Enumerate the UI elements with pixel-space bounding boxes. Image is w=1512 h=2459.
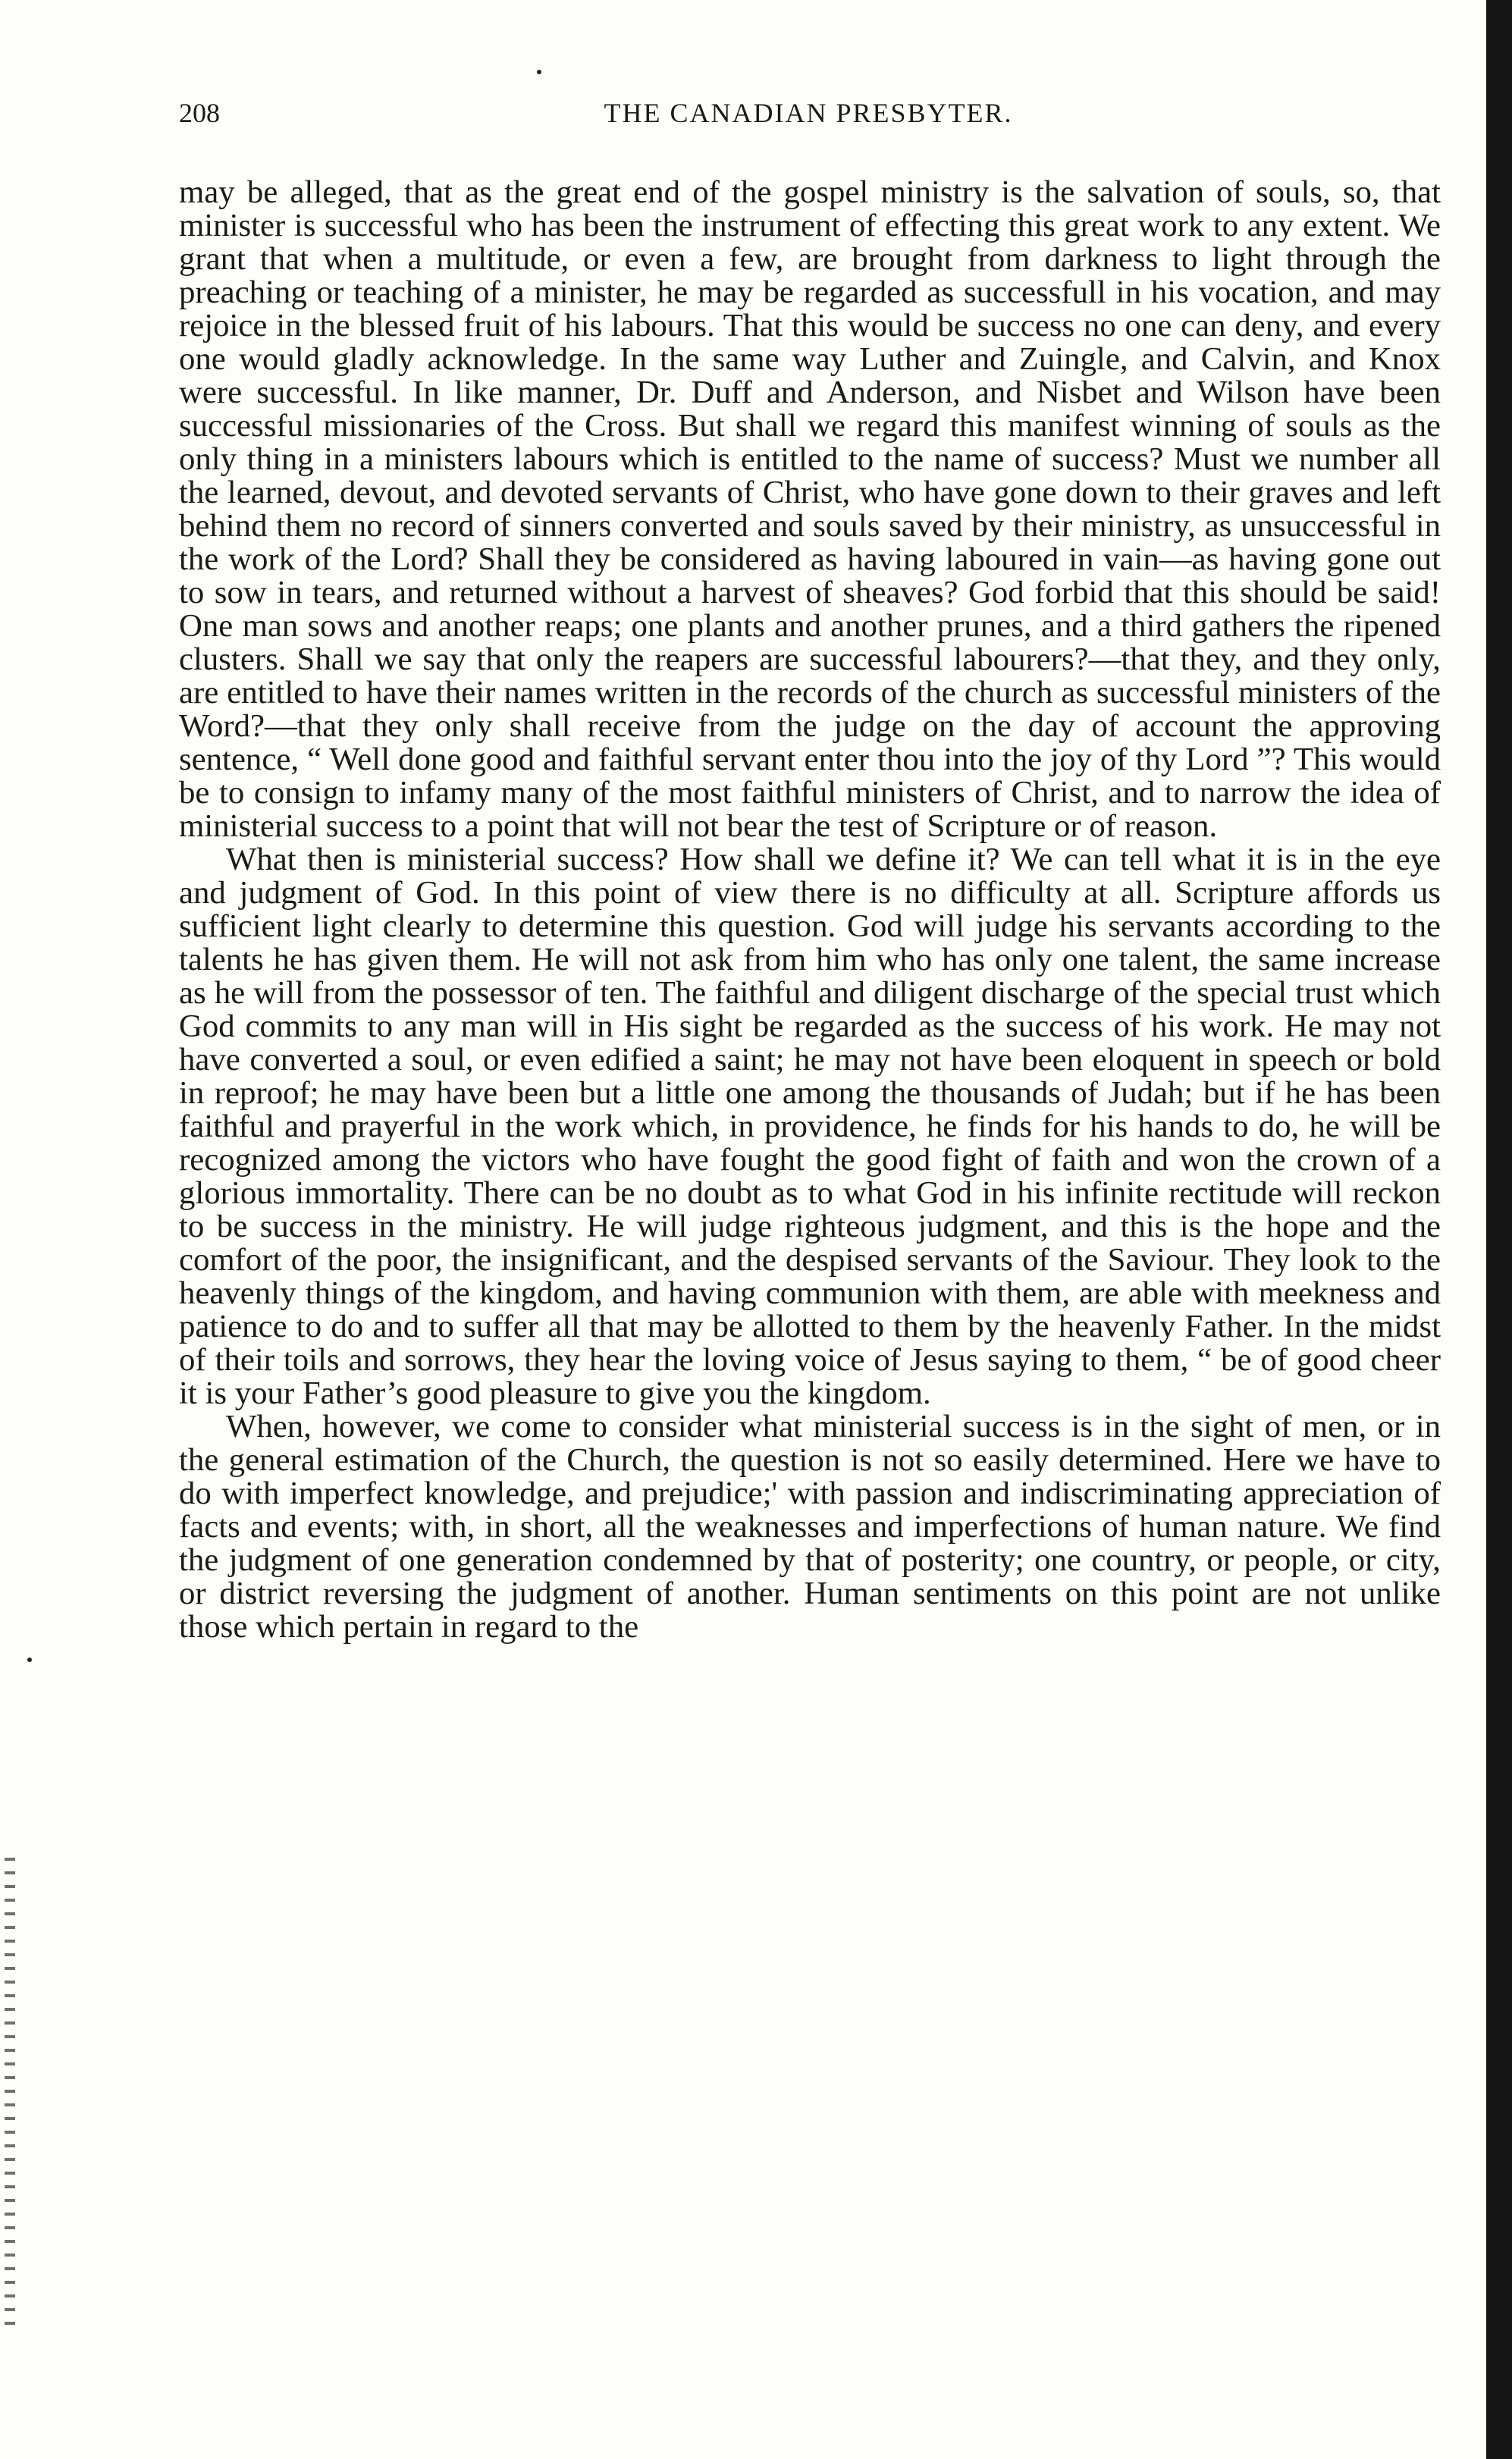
running-title: THE CANADIAN PRESBYTER. bbox=[604, 98, 1013, 128]
scan-speck bbox=[27, 1658, 32, 1662]
scan-margin-specks bbox=[5, 1858, 15, 2328]
scan-edge-bar bbox=[1486, 0, 1512, 2459]
paragraph-continued: may be alleged, that as the great end of the gospel ministry is the salvation of souls, so, that minister is successful who has been the instrument of effecting this great work to any extent. We grant that when a multitude, or even a few, are brought from darkness to light through the preaching or teaching of a minister, he may be regarded as successfull in his vocation, and may rejoice in the blessed fruit of his labours. That this would be success no one can deny, and every one would gladly acknowledge. In the same way Luther and Zuingle, and Calvin, and Knox were successful. In like manner, Dr. Duff and Anderson, and Nisbet and Wilson have been successful missionaries of the Cross. But shall we regard this manifest winning of souls as the only thing in a ministers labours which is entitled to the name of success? Must we number all the learned, devout, and devoted servants of Christ, who have gone down to their graves and left behind them no record of sinners converted and souls saved by their ministry, as unsuccessful in the work of the Lord? Shall they be considered as having laboured in vain—as having gone out to sow in tears, and returned without a harvest of sheaves? God forbid that this should be said! One man sows and another reaps; one plants and another prunes, and a third gathers the ripened clusters. Shall we say that only the reapers are successful labourers?—that they, and they only, are entitled to have their names written in the records of the church as successful ministers of the Word?—that they only shall receive from the judge on the day of account the approving sentence, “ Well done good and faithful servant enter thou into the joy of thy Lord ”? This would be to consign to infamy many of the most faithful ministers of Christ, and to narrow the idea of ministerial success to a point that will not bear the test of Scripture or of reason. bbox=[179, 174, 1441, 844]
scan-speck bbox=[537, 70, 541, 74]
page-number: 208 bbox=[179, 98, 220, 128]
body-text bbox=[179, 176, 1441, 1644]
page-header bbox=[179, 97, 1438, 143]
paragraph: What then is ministerial success? How shall we define it? We can tell what it is in the eye and judgment of God. In this point of view there is no difficulty at all. Scripture affords us sufficient light clearly to determine this question. God will judge his servants according to the talents he has given them. He will not ask from him who has only one talent, the same increase as he will from the possessor of ten. The faithful and diligent discharge of the special trust which God commits to any man will in His sight be regarded as the success of his work. He may not have converted a soul, or even edified a saint; he may not have been eloquent in speech or bold in reproof; he may have been but a little one among the thousands of Judah; but if he has been faithful and prayerful in the work which, in providence, he finds for his hands to do, he will be recognized among the victors who have fought the good fight of faith and won the crown of a glorious immortality. There can be no doubt as to what God in his infinite rectitude will reckon to be success in the ministry. He will judge righteous judgment, and this is the hope and the comfort of the poor, the insignificant, and the despised servants of the Saviour. They look to the heavenly things of the kingdom, and having communion with them, are able with meekness and patience to do and to suffer all that may be allotted to them by the heavenly Father. In the midst of their toils and sorrows, they hear the loving voice of Jesus saying to them, “ be of good cheer it is your Father’s good pleasure to give you the kingdom. bbox=[179, 842, 1441, 1411]
paragraph: When, however, we come to consider what ministerial success is in the sight of men, or in the general estimation of the Church, the question is not so easily determined. Here we have to do with imperfect knowledge, and prejudice;' with passion and indiscriminating appreciation of facts and events; with, in short, all the weaknesses and imperfections of human nature. We find the judgment of one generation condemned by that of posterity; one country, or people, or city, or district reversing the judgment of another. Human sentiments on this point are not unlike those which pertain in regard to the bbox=[179, 1409, 1441, 1645]
